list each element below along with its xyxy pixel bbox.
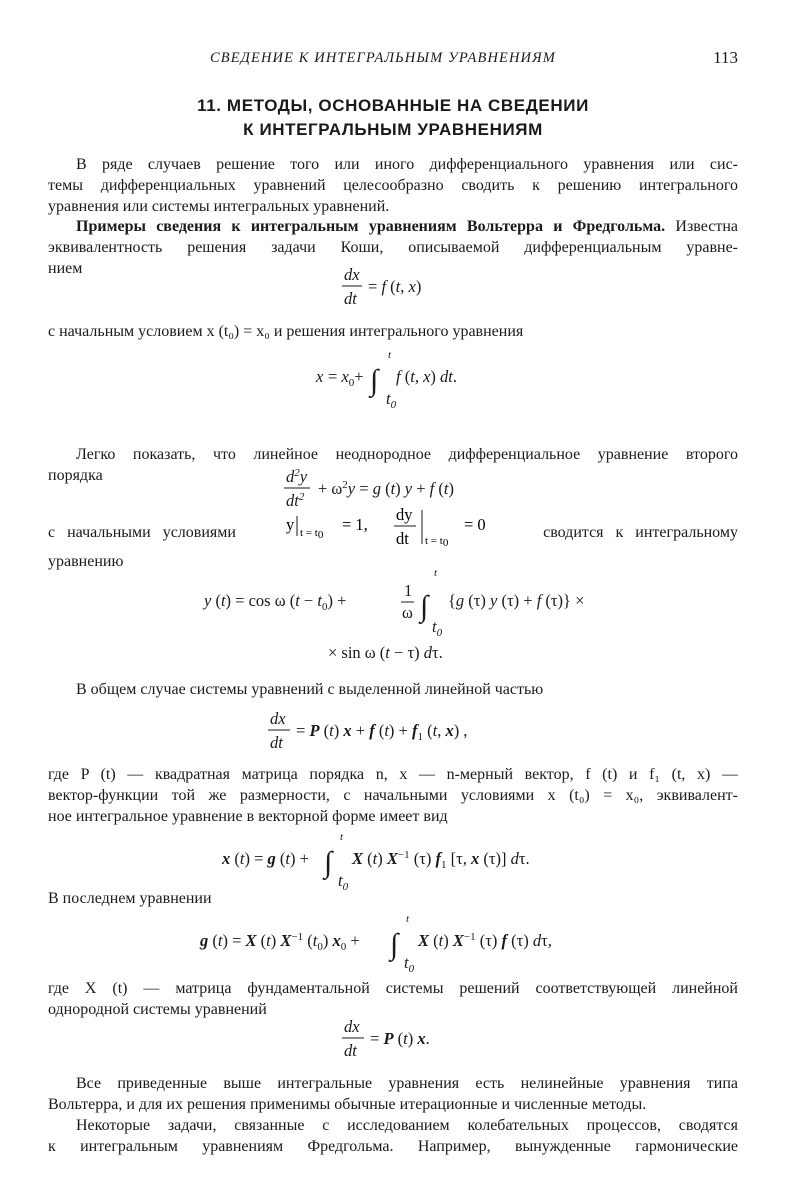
- text-line: вектор-функции той же размерности, с начальными условиями x (t₀) = x₀, эквивалент-: [48, 787, 738, 804]
- svg-text:t0: $t_0$: [386, 389, 397, 408]
- paragraph-initial-conditions: [48, 508, 738, 549]
- paragraph-general-case: [48, 679, 738, 700]
- equation-vector-integral: [48, 826, 738, 890]
- svg-text:t: t: [388, 349, 392, 361]
- svg-text:f (t, x) dt.: f (t, x) dt.: [396, 367, 457, 386]
- text-line: эквивалентность решения задачи Коши, описываемой дифференциальным уравне-: [48, 239, 738, 256]
- svg-text:= x0+: = $x_0+$: [328, 367, 364, 389]
- svg-text:X (t) X−1 (τ) f1 [τ, x (τ)] d: X (t) $X^{-1}$ (τ) $f_1$ [τ, x (τ)] dτ.: [352, 849, 530, 871]
- text-line: порядка: [48, 467, 103, 484]
- svg-text:1: 1: [404, 581, 413, 600]
- svg-text:× sin ω (t − τ) dτ.: × sin ω (t − τ) dτ.: [328, 643, 443, 662]
- svg-text:= f (t, x): = f (t, x): [368, 277, 422, 296]
- text-line: ное интегральное уравнение в векторной форме имеет вид: [48, 808, 448, 825]
- svg-text:∫: ∫: [420, 590, 429, 623]
- svg-text:X (t) X−1 (τ) f (τ) dτ,: X (t) $X^{-1}$ (τ) f (τ) dτ,: [418, 931, 552, 950]
- svg-text:t: t: [340, 831, 344, 843]
- text-line: где X (t) — матрица фундаментальной системы решений соответствующей линейной: [48, 980, 738, 997]
- equation-g-expression: [48, 908, 738, 972]
- text-line: Все приведенные выше интегральные уравнения есть нелинейные уравнения типа: [76, 1075, 738, 1092]
- svg-text:t0: $t_0$: [432, 617, 443, 639]
- svg-text:dx: dx: [270, 709, 286, 728]
- svg-text:{g (τ) y (τ) + f (τ)} ×: {g (τ) y (τ) + f (τ)} ×: [448, 591, 585, 610]
- svg-text:g (t) = X (t) X−1 (t0) x0 +: g (t) = X (t) $X^{-1}$ $(t_0) x_0$ +: [200, 931, 360, 953]
- equation-cauchy-ode: [48, 262, 738, 312]
- svg-text:t0: $t_0$: [404, 953, 415, 972]
- text-line: В общем случае системы уравнений с выделенной линейной частью: [76, 681, 544, 698]
- svg-text:= 0: = 0: [464, 515, 486, 534]
- running-header: [48, 48, 738, 72]
- text-line: с начальным условием x (t₀) = x₀ и решения интегрального уравнения: [48, 323, 524, 340]
- section-title-line2: К ИНТЕГРАЛЬНЫМ УРАВНЕНИЯМ: [243, 120, 543, 139]
- svg-text:d2y: $d^2y$: [286, 467, 308, 486]
- svg-text:+ ω2y = g (t) y + f (t): + $\omega^2y = g$ (t) y + f (t): [318, 479, 454, 498]
- paragraph-initial-condition: [48, 321, 738, 342]
- svg-text:dt: dt: [344, 289, 357, 308]
- text-line: Примеры сведения к интегральным уравнениям Вольтерра и Фредгольма. Известна: [76, 218, 739, 235]
- svg-text:dx: dx: [344, 1017, 360, 1036]
- equation-second-order-integral: [48, 566, 738, 674]
- text-line: Вольтерра, и для их решения применимы обычные итерационные и численные методы.: [48, 1096, 647, 1113]
- svg-text:t: t: [406, 913, 410, 925]
- text-line: нием: [48, 260, 83, 277]
- svg-text:y: y: [286, 515, 295, 534]
- paragraph-heading: Примеры сведения к интегральным уравнениям Вольтерра и Фредгольма.: [76, 218, 666, 235]
- svg-text:dt: dt: [396, 529, 409, 548]
- text-line: Некоторые задачи, связанные с исследованием колебательных процессов, сводятся: [76, 1117, 738, 1134]
- page-number: 113: [713, 48, 738, 67]
- svg-text:t = t0: t = t0: [425, 535, 449, 549]
- svg-text:dt2: $dt^2$: [286, 491, 305, 510]
- svg-text:x (t) = g (t) +: x (t) = g (t) +: [222, 849, 309, 868]
- svg-text:t: t: [434, 567, 438, 579]
- text-fragment: с начальными условиями: [48, 524, 236, 541]
- text-line: В последнем уравнении: [48, 890, 212, 907]
- text-line: где P (t) — квадратная матрица порядка n, x — n-мерный вектор, f (t) и f₁ (t, x) —: [48, 766, 738, 783]
- paragraph-volterra-type: [48, 1073, 738, 1115]
- svg-text:t = t0: t = t0: [300, 527, 324, 541]
- equation-system-ode: [48, 706, 738, 756]
- equation-homogeneous-system: [48, 1014, 738, 1064]
- svg-text:∫: ∫: [370, 364, 379, 397]
- running-title: СВЕДЕНИЕ К ИНТЕГРАЛЬНЫМ УРАВНЕНИЯМ: [210, 50, 556, 66]
- paragraph-intro: [48, 154, 738, 217]
- svg-text:dx: dx: [344, 265, 360, 284]
- text-line: В ряде случаев решение того или иного дифференциального уравнения или сис-: [76, 156, 738, 173]
- svg-text:∫: ∫: [390, 928, 399, 961]
- text-line: уравнения или системы интегральных уравнений.: [48, 198, 390, 215]
- svg-text:= 1,: = 1,: [342, 515, 368, 534]
- paragraph-last-equation: [48, 888, 738, 909]
- svg-text:x: x: [316, 367, 324, 386]
- svg-text:dy: dy: [396, 508, 413, 524]
- text-line: Легко показать, что линейное неоднородное дифференциальное уравнение второго: [76, 446, 738, 463]
- equation-second-order-ode: [48, 462, 738, 514]
- svg-text:ω: ω: [402, 603, 413, 622]
- svg-text:dt: dt: [344, 1041, 357, 1060]
- text-line: темы дифференциальных уравнений целесообразно сводить к решению интегрального: [48, 177, 738, 194]
- section-title-line1: 11. МЕТОДЫ, ОСНОВАННЫЕ НА СВЕДЕНИИ: [197, 96, 589, 115]
- text-line: к интегральным уравнениям Фредгольма. Например, вынужденные гармонические: [48, 1138, 738, 1155]
- paragraph-fredholm: [48, 1115, 738, 1157]
- text-line: однородной системы уравнений: [48, 1001, 267, 1018]
- paragraph-definitions: [48, 764, 738, 827]
- text-fragment: сводится к интегральному: [543, 524, 738, 541]
- svg-text:∫: ∫: [324, 846, 333, 879]
- text-line: уравнению: [48, 553, 124, 570]
- equation-volterra-integral: [48, 344, 738, 408]
- svg-text:= P (t) x + f (t) + f1 (t, x): = P (t) x + f $(t) + f_1$ (t, x) ,: [296, 721, 468, 743]
- inline-initial-conditions: [280, 508, 580, 552]
- svg-text:= P (t) x.: = P (t) x.: [370, 1029, 430, 1048]
- svg-text:dt: dt: [270, 733, 283, 752]
- svg-text:t0: $t_0$: [338, 871, 349, 890]
- svg-text:y (t) = cos ω (t − t0) +: y (t) = cos ω $(t - t_0)$ +: [204, 591, 347, 613]
